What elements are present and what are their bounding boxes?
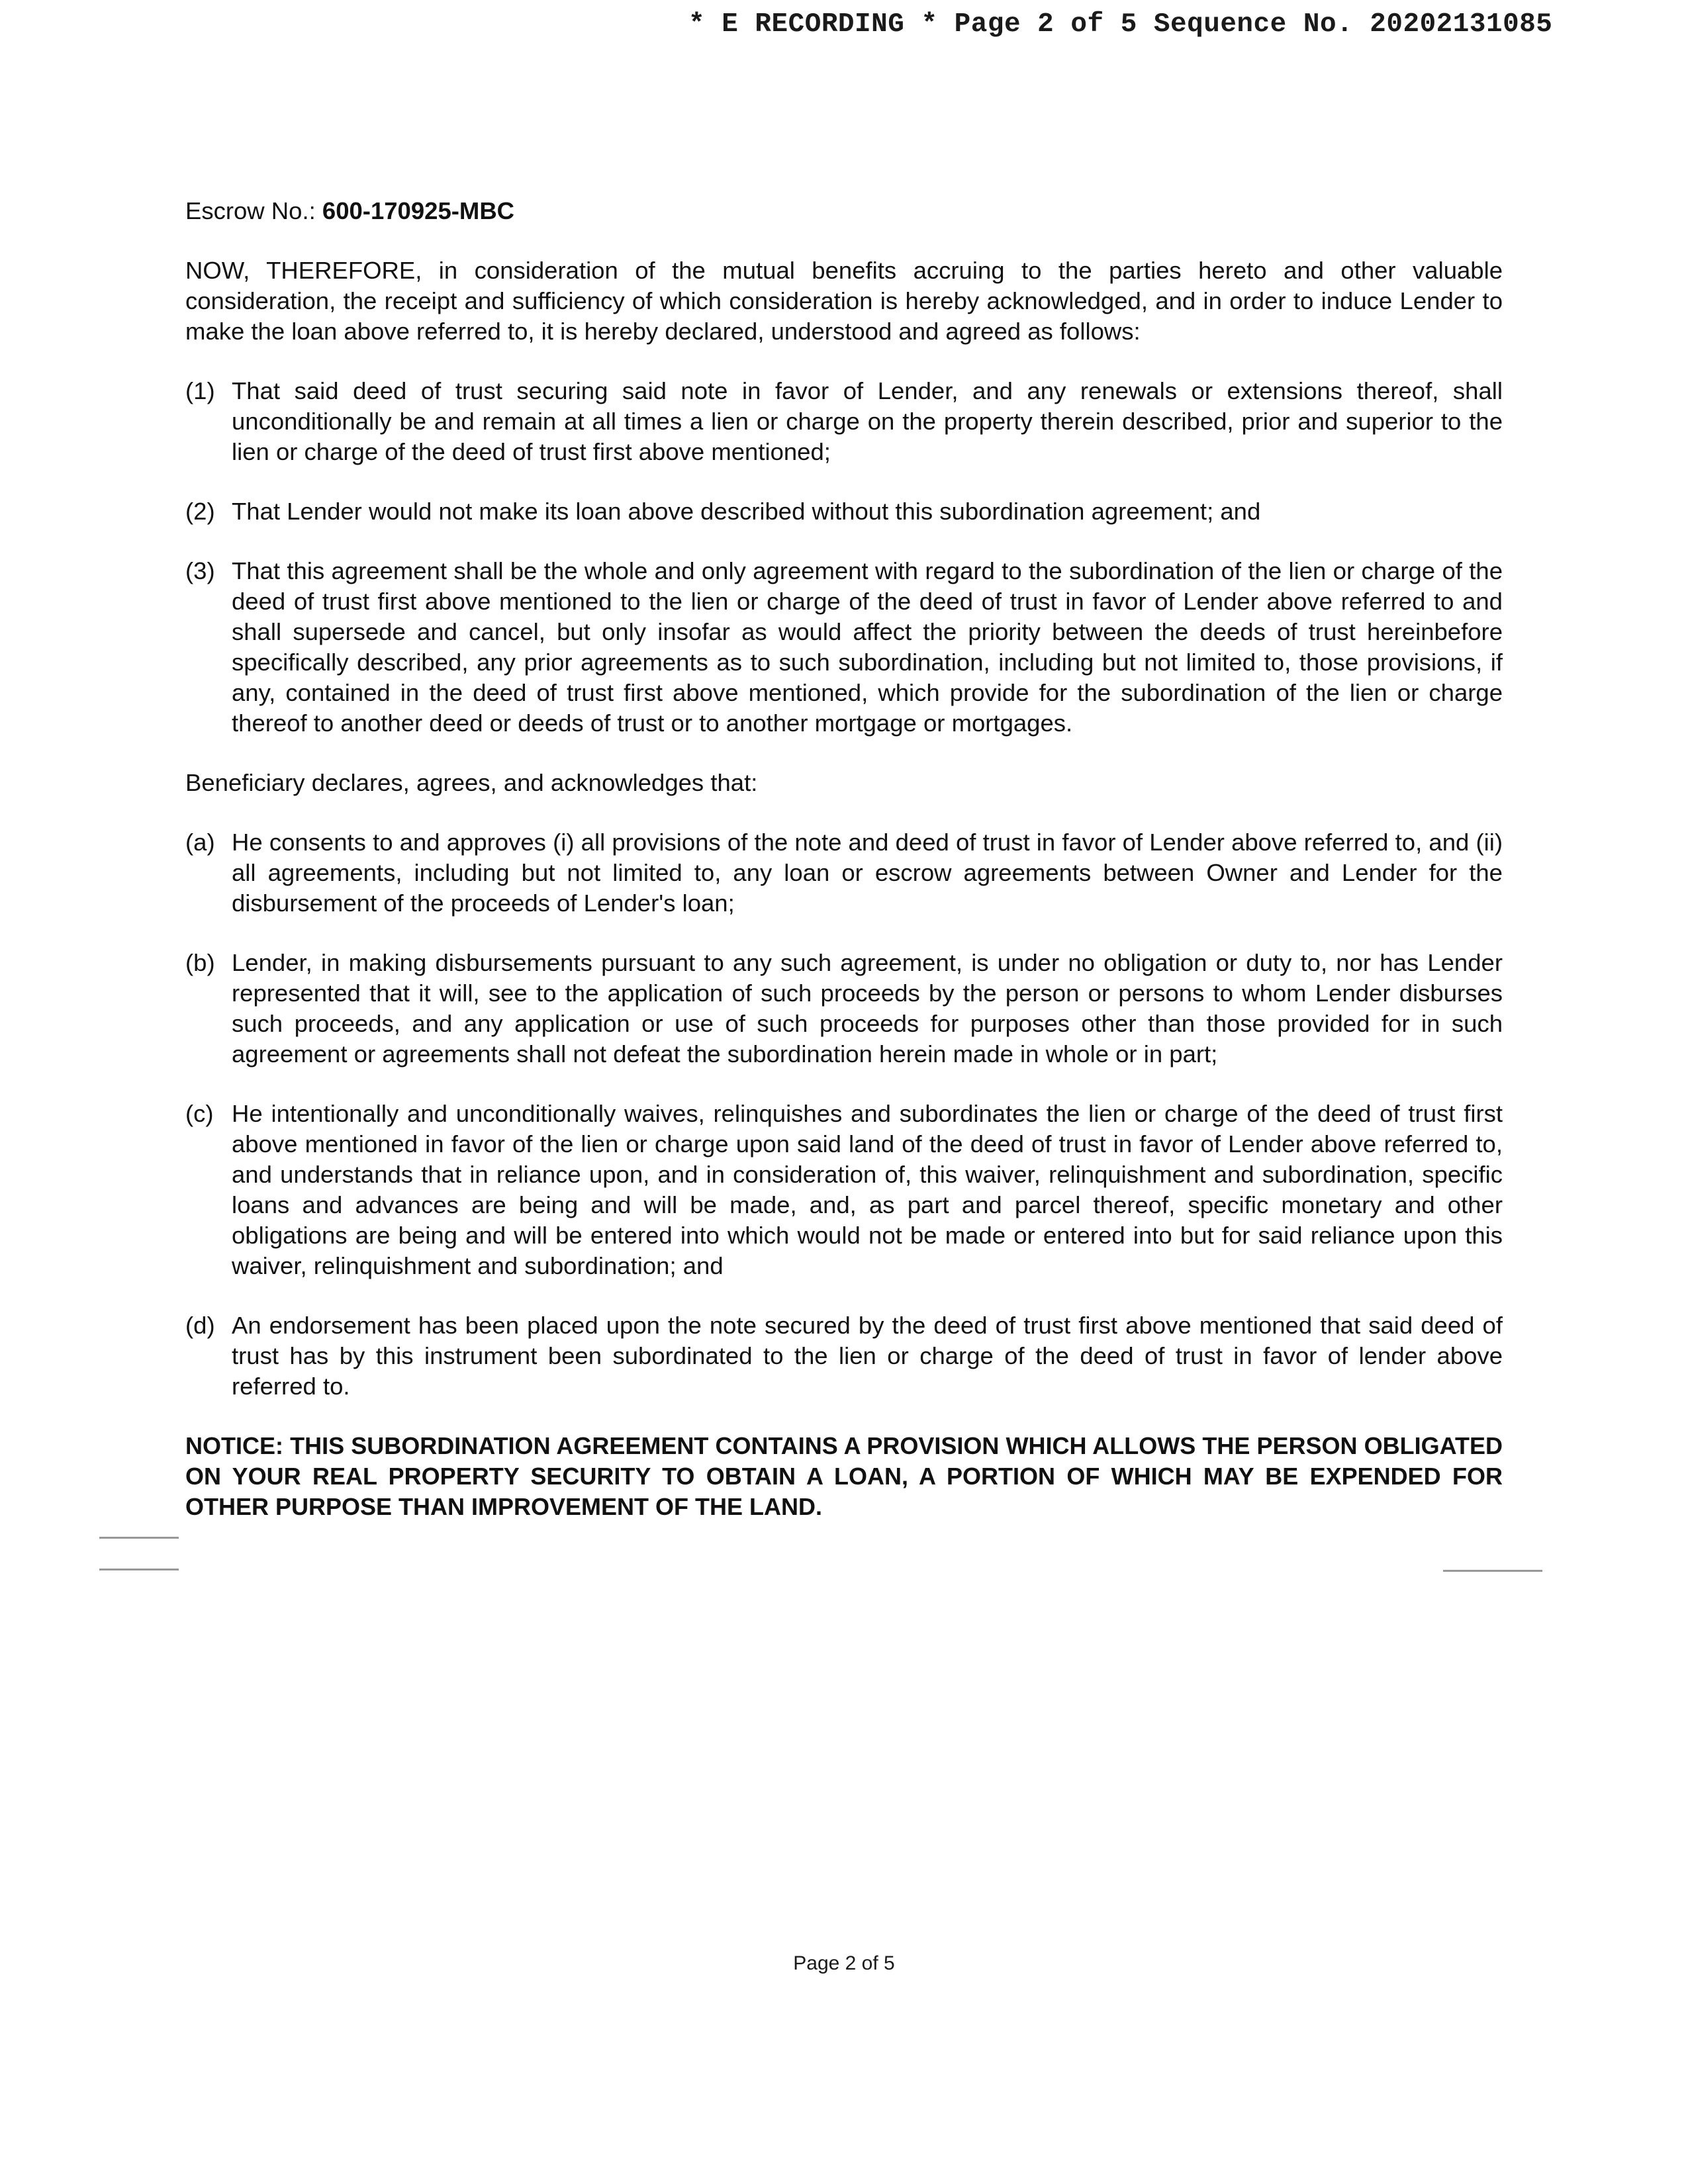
- lettered-clause-c: [185, 1099, 1503, 1281]
- clause-marker: (1): [185, 377, 215, 404]
- clause-text: That said deed of trust securing said note in favor of Lender, and any renewals or extensions thereof, shall unconditionally be and remain at all times a lien or charge on the property therein described, prior and superior to the lien or charge of the deed of trust first above mentioned;: [232, 377, 1503, 465]
- scan-artifact: [99, 1569, 179, 1570]
- lettered-clause-b: [185, 948, 1503, 1069]
- notice-paragraph: NOTICE: THIS SUBORDINATION AGREEMENT CONTAINS A PROVISION WHICH ALLOWS THE PERSON OBLIGATED ON YOUR REAL PROPERTY SECURITY TO OBTAIN A LOAN, A PORTION OF WHICH MAY BE EXPENDED FOR OTHER PURPOSE THAN IMPROVEMENT OF THE LAND.: [185, 1432, 1503, 1520]
- page-number-footer: Page 2 of 5: [793, 1952, 895, 1974]
- clause-text: Lender, in making disbursements pursuant to any such agreement, is under no obligation or duty to, nor has Lender represented that it will, see to the application of such proceeds by the person or persons to whom Lender disburses such proceeds, and any application or use of such proceeds for purposes other than those provided for in such agreement or agreements shall not defeat the subordination herein made in whole or in part;: [232, 949, 1503, 1068]
- clause-text: He intentionally and unconditionally waives, relinquishes and subordinates the lien or charge of the deed of trust first above mentioned in favor of the lien or charge upon said land of the deed of trust in favor of Lender above referred to, and understands that in reliance upon, and in consideration of, this waiver, relinquishment and subordination, specific loans and advances are being and will be made, and, as part and parcel thereof, specific monetary and other obligations are being and will be entered into which would not be made or entered into but for said reliance upon this waiver, relinquishment and subordination; and: [232, 1100, 1503, 1279]
- numbered-clause-1: [185, 376, 1503, 467]
- numbered-clause-2: [185, 496, 1503, 527]
- escrow-number: 600-170925-MBC: [322, 197, 515, 224]
- clause-text: He consents to and approves (i) all provisions of the note and deed of trust in favor of Lender above referred to, and (ii) all agreements, including but not limited to, any loan or escrow agreements between Owner and Lender for the disbursement of the proceeds of Lender's loan;: [232, 829, 1503, 917]
- scan-artifact: [99, 1537, 179, 1539]
- clause-marker: (d): [185, 1312, 215, 1339]
- escrow-line: [185, 196, 1503, 226]
- clause-marker: (b): [185, 949, 215, 976]
- clause-marker: (3): [185, 557, 215, 584]
- clause-text: An endorsement has been placed upon the note secured by the deed of trust first above mentioned that said deed of trust has by this instrument been subordinated to the lien or charge of the deed of trust in favor of lender above referred to.: [232, 1312, 1503, 1400]
- beneficiary-intro: Beneficiary declares, agrees, and acknowledges that:: [185, 769, 758, 796]
- intro-paragraph: NOW, THEREFORE, in consideration of the mutual benefits accruing to the parties hereto and other valuable consideration, the receipt and sufficiency of which consideration is hereby acknowledged, and in order to induce Lender to make the loan above referred to, it is hereby declared, understood and agreed as follows:: [185, 257, 1503, 345]
- lettered-clause-a: [185, 827, 1503, 919]
- clause-text: That Lender would not make its loan above described without this subordination agreement; and: [232, 498, 1261, 525]
- lettered-clause-d: [185, 1310, 1503, 1402]
- clause-text: That this agreement shall be the whole and only agreement with regard to the subordination of the lien or charge of the deed of trust first above mentioned to the lien or charge of the deed of trust in favor of Lender above referred to and shall supersede and cancel, but only insofar as would affect the priority between the deeds of trust hereinbefore specifically described, any prior agreements as to such subordination, including but not limited to, those provisions, if any, contained in the deed of trust first above mentioned, which provide for the subordination of the lien or charge thereof to another deed or deeds of trust or to another mortgage or mortgages.: [232, 557, 1503, 737]
- clause-marker: (a): [185, 829, 215, 856]
- numbered-clause-3: [185, 556, 1503, 739]
- scan-artifact: [1443, 1570, 1542, 1572]
- recording-header: * E RECORDING * Page 2 of 5 Sequence No. 20202131085: [688, 9, 1553, 40]
- clause-marker: (c): [185, 1100, 214, 1127]
- escrow-label: Escrow No.:: [185, 197, 316, 224]
- clause-marker: (2): [185, 498, 215, 525]
- document-body: [185, 196, 1503, 1522]
